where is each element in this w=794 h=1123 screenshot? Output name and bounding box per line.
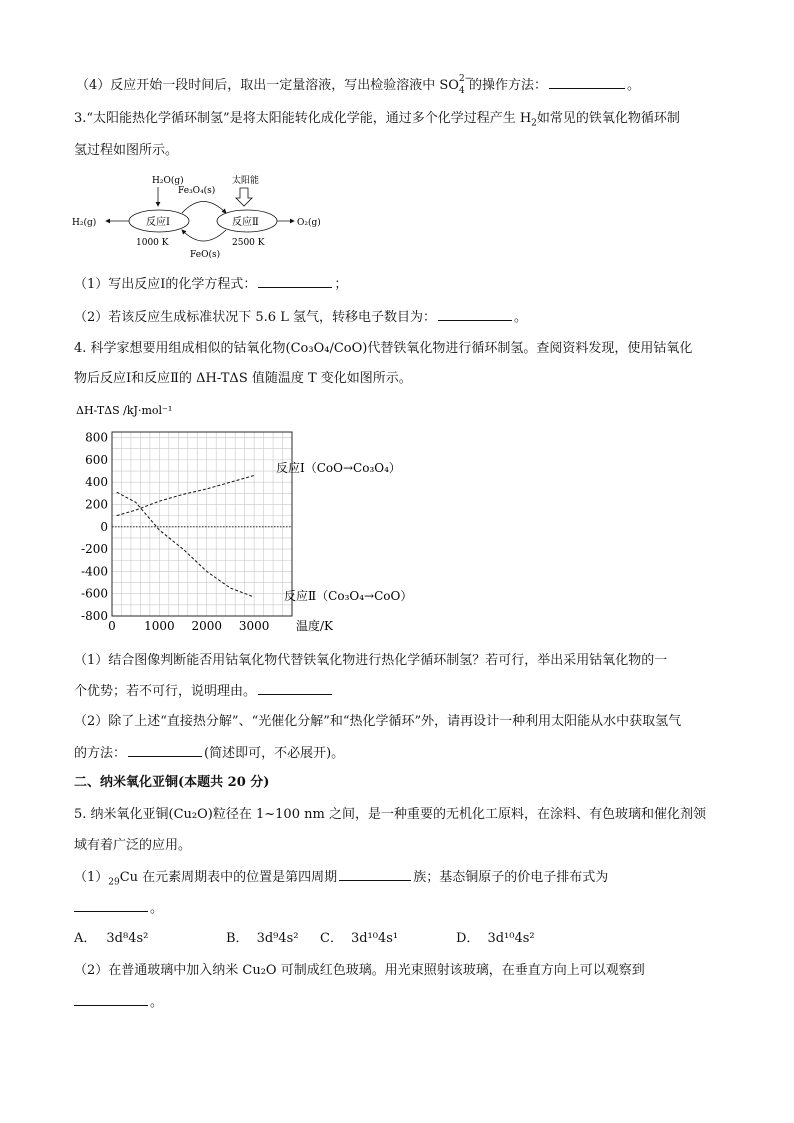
y-tick-label: -200 [81,542,108,557]
y-axis-label: ΔH-TΔS /kJ·mol⁻¹ [76,404,173,417]
series2-label: 反应Ⅱ（Co₃O₄→CoO） [284,589,413,603]
option-a[interactable]: A． 3d⁸4s² [74,931,149,946]
y-tick-label: -600 [81,586,108,601]
chart-series [117,475,254,597]
solar-arrow-icon [236,188,252,206]
temp1-label: 1000 K [136,238,169,248]
q5-stem-line2: 域有着广泛的应用。 [74,838,192,853]
y-tick-label: 600 [85,452,108,467]
option-c[interactable]: C． 3d¹⁰4s¹ [320,931,399,946]
iron-oxide-cycle-diagram [70,168,340,268]
o2-label: O₂(g) [297,218,321,228]
chart-grid [112,432,292,616]
answer-blank[interactable] [339,868,411,881]
y-tick-label: 800 [85,430,108,445]
answer-blank[interactable] [549,76,625,89]
gibbs-energy-chart [70,400,450,640]
x-tick-label: 3000 [238,619,270,633]
q2-part4: （4）反应开始一段时间后，取出一定量溶液，写出检验溶液中 SO 2− 4 的操作方法： 。 [76,74,640,96]
option-b[interactable]: B． 3d⁹4s² [226,931,299,946]
answer-blank[interactable] [74,899,148,912]
option-d[interactable]: D． 3d¹⁰4s² [456,931,535,946]
q4-sub1-line2: 个优势；若不可行，说明理由。 [74,682,334,701]
q3-sub2: （2）若该反应生成标准状况下 5.6 L 氢气，转移电子数目为： 。 [74,310,527,325]
h2-label: H₂(g) [72,218,97,228]
q5-sub2-line2: 。 [74,993,163,1012]
chart-ticks [81,431,269,633]
cycle-arrow-bottom [182,230,226,241]
q4-sub1-line1: （1）结合图像判断能否用钴氧化物代替铁氧化物进行热化学循环制氢？若可行，举出采用钴氧化物的一 [74,653,668,668]
q5-sub2-line1: （2）在普通玻璃中加入纳米 Cu₂O 可制成红色玻璃。用光束照射该玻璃，在垂直方向上可以观察到 [74,963,645,978]
reaction1-label: 反应Ⅰ [146,217,170,228]
q5-sub1-line2: 。 [74,899,163,918]
fe3o4-label: Fe₃O₄(s) [178,186,216,196]
solar-label: 太阳能 [232,176,260,186]
series1-label: 反应Ⅰ（CoO→Co₃O₄） [276,461,401,475]
q4-sub2-line1: （2）除了上述“直接热分解”、“光催化分解”和“热化学循环”外，请再设计一种利用太阳能从水中获取氢气 [74,714,682,729]
series-line-2 [117,492,254,597]
q5-sub1-line1: $(1)_{29}Cu$ 在元素周期表中的位置是第四周期 族；基态铜原子的价电子排布式为 [74,870,609,888]
cycle-arrow-top [182,202,226,214]
q3-stem-line2: 氢过程如图所示。 [74,143,179,158]
q4-sub2-line2: 的方法： (简述即可，不必展开)。 [74,746,345,761]
x-tick-label: 2000 [191,619,223,633]
y-tick-label: 200 [85,497,108,512]
h2o-label: H₂O(g) [152,176,184,186]
reaction2-label: 反应Ⅱ [232,217,259,228]
q4-stem-line2: 物后反应Ⅰ和反应Ⅱ的 ΔH-TΔS 值随温度 T 变化如图所示。 [74,371,412,386]
answer-blank[interactable] [128,744,202,757]
x-tick-label: 0 [108,619,116,633]
q5-stem-line1: 5. 纳米氧化亚铜(Cu₂O)粒径在 1~100 nm 之间，是一种重要的无机化工原料，在涂料、有色玻璃和催化剂领 [74,807,706,822]
answer-blank[interactable] [74,993,148,1006]
y-tick-label: 400 [85,475,108,490]
q4-stem-line1: 4. 科学家想要用组成相似的钴氧化物(Co₃O₄/CoO)代替铁氧化物进行循环制氢。查阅资料发现，使用钴氧化 [74,341,693,356]
y-tick-label: -400 [81,564,108,579]
section-title: 二、纳米氧化亚铜(本题共 20 分) [74,775,270,790]
q3-sub1: （1）写出反应Ⅰ的化学方程式： ； [74,277,348,292]
x-tick-label: 1000 [144,619,175,633]
feo-label: FeO(s) [190,250,221,260]
temp2-label: 2500 K [232,238,265,248]
answer-blank[interactable] [258,682,332,695]
q3-stem-line1: 3.“太阳能热化学循环制氢”是将太阳能转化成化学能，通过多个化学过程产生 $H_2$如常见的铁氧化物循环制 [74,111,680,129]
y-tick-label: -800 [81,609,108,623]
answer-blank[interactable] [258,275,332,288]
y-tick-label: 0 [100,519,108,534]
x-axis-label: 温度/K [296,619,334,633]
answer-blank[interactable] [438,308,512,321]
series-line-1 [117,476,254,516]
